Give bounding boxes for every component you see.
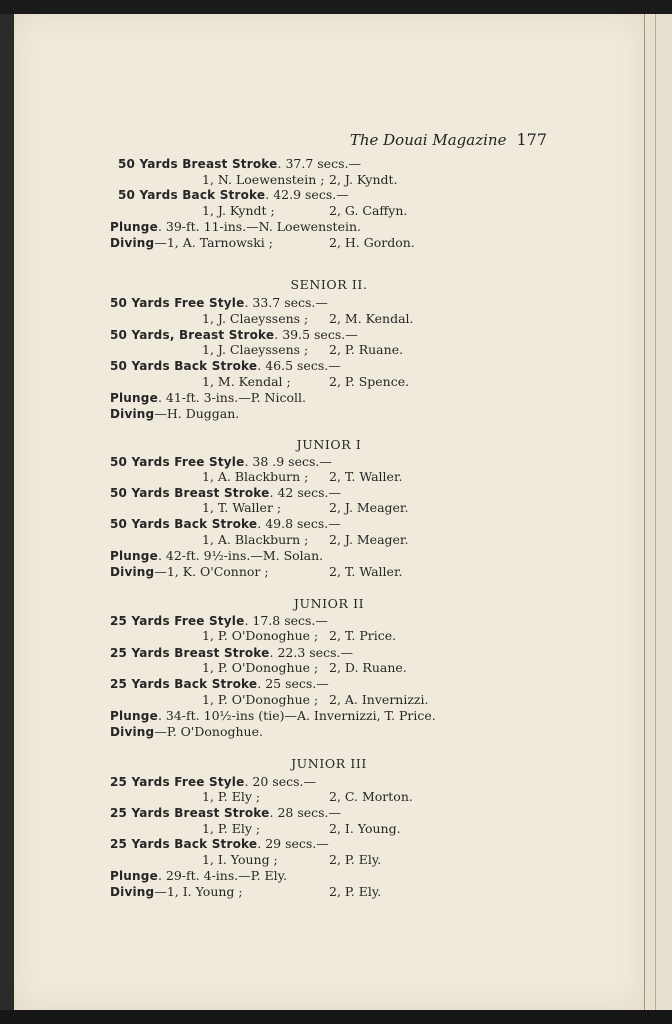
event-detail: —1, A. Tarnowski ; <box>154 235 273 250</box>
first-place: 1, T. Waller ; <box>202 500 282 515</box>
results-list <box>14 14 644 1010</box>
event-detail: . 42-ft. 9½-ins.—M. Solan. <box>157 548 324 563</box>
section-heading: JUNIOR III <box>291 756 367 771</box>
event-line <box>110 390 306 405</box>
first-place: 1, P. O'Donoghue ; <box>202 628 319 643</box>
event-name: Plunge <box>110 549 158 563</box>
event-line <box>110 884 243 899</box>
event-name: Diving <box>110 565 155 579</box>
event-detail: . 20 secs.— <box>244 774 316 789</box>
second-place: 2, M. Kendal. <box>329 311 414 326</box>
event-name: 50 Yards Back Stroke <box>110 517 258 531</box>
first-place: 1, J. Kyndt ; <box>202 203 275 218</box>
event-name: Diving <box>110 236 155 250</box>
first-place: 1, P. Ely ; <box>202 821 261 836</box>
event-name: 25 Yards Breast Stroke <box>110 646 270 660</box>
event-detail: . 37.7 secs.— <box>277 156 361 171</box>
event-line <box>118 156 361 171</box>
event-detail: . 28 secs.— <box>269 805 342 820</box>
event-detail: . 42 secs.— <box>269 485 342 500</box>
event-line <box>110 235 273 250</box>
event-name: 50 Yards Free Style <box>110 296 245 310</box>
event-line <box>110 548 323 563</box>
second-place: 2, G. Caffyn. <box>329 203 408 218</box>
event-line <box>110 613 328 628</box>
event-detail: . 41-ft. 3-ins.—P. Nicoll. <box>157 390 306 405</box>
section-heading: JUNIOR I <box>296 437 362 452</box>
event-name: 25 Yards Free Style <box>110 614 245 628</box>
second-place: 2, P. Ely. <box>329 852 382 867</box>
event-line <box>110 358 341 373</box>
event-line <box>110 485 341 500</box>
book-fore-edge <box>644 14 672 1010</box>
event-name: 25 Yards Back Stroke <box>110 837 258 851</box>
first-place: 1, J. Claeyssens ; <box>202 342 309 357</box>
second-place: 2, C. Morton. <box>329 789 413 804</box>
event-line <box>110 774 316 789</box>
event-detail: . 29-ft. 4-ins.—P. Ely. <box>157 868 288 883</box>
event-line <box>110 805 341 820</box>
page <box>14 14 644 1010</box>
event-name: Diving <box>110 407 155 421</box>
second-place: 2, J. Meager. <box>329 532 409 547</box>
event-name: 25 Yards Free Style <box>110 775 245 789</box>
event-line <box>110 868 287 883</box>
first-place: 1, P. O'Donoghue ; <box>202 660 319 675</box>
first-place: 1, M. Kendal ; <box>202 374 291 389</box>
event-name: Plunge <box>110 220 158 234</box>
event-line <box>110 327 358 342</box>
event-detail: . 17.8 secs.— <box>244 613 328 628</box>
second-place: 2, H. Gordon. <box>329 235 415 250</box>
event-line <box>110 564 269 579</box>
event-name: 50 Yards Breast Stroke <box>110 486 270 500</box>
event-detail: . 38 .9 secs.— <box>244 454 332 469</box>
first-place: 1, P. O'Donoghue ; <box>202 692 319 707</box>
first-place: 1, A. Blackburn ; <box>202 532 309 547</box>
second-place: 2, P. Ruane. <box>329 342 404 357</box>
event-name: 50 Yards Back Stroke <box>118 188 266 202</box>
event-detail: . 29 secs.— <box>257 836 329 851</box>
first-place: 1, I. Young ; <box>202 852 278 867</box>
event-detail: . 39.5 secs.— <box>274 327 358 342</box>
second-place: 2, J. Kyndt. <box>329 172 398 187</box>
event-line <box>110 724 263 739</box>
event-line <box>110 676 329 691</box>
event-name: 50 Yards Free Style <box>110 455 245 469</box>
event-line <box>110 219 361 234</box>
event-name: Plunge <box>110 869 158 883</box>
event-detail: —P. O'Donoghue. <box>154 724 263 739</box>
event-name: Diving <box>110 725 155 739</box>
event-name: Plunge <box>110 709 158 723</box>
event-line <box>110 645 353 660</box>
event-detail: . 25 secs.— <box>257 676 329 691</box>
event-detail: . 34-ft. 10½-ins (tie)—A. Invernizzi, T. Price. <box>157 708 436 723</box>
event-detail: —H. Duggan. <box>154 406 240 421</box>
book-bottom-edge <box>0 1010 672 1024</box>
event-detail: . 39-ft. 11-ins.—N. Loewenstein. <box>157 219 361 234</box>
event-name: 25 Yards Back Stroke <box>110 677 258 691</box>
first-place: 1, A. Blackburn ; <box>202 469 309 484</box>
event-line <box>110 454 332 469</box>
event-detail: . 49.8 secs.— <box>257 516 341 531</box>
second-place: 2, T. Waller. <box>329 564 403 579</box>
second-place: 2, D. Ruane. <box>329 660 407 675</box>
event-detail: . 33.7 secs.— <box>244 295 328 310</box>
event-line <box>110 516 341 531</box>
second-place: 2, T. Price. <box>329 628 397 643</box>
second-place: 2, P. Ely. <box>329 884 382 899</box>
first-place: 1, J. Claeyssens ; <box>202 311 309 326</box>
second-place: 2, T. Waller. <box>329 469 403 484</box>
second-place: 2, J. Meager. <box>329 500 409 515</box>
section-heading: JUNIOR II <box>293 596 365 611</box>
book-left-edge <box>0 14 14 1010</box>
event-line <box>118 187 349 202</box>
event-detail: . 22.3 secs.— <box>269 645 353 660</box>
magazine-title: The Douai Magazine <box>349 131 507 149</box>
page-number: 177 <box>516 130 547 149</box>
event-detail: —1, I. Young ; <box>154 884 243 899</box>
event-name: 50 Yards, Breast Stroke <box>110 328 275 342</box>
first-place: 1, N. Loewenstein ; <box>202 172 325 187</box>
event-detail: . 46.5 secs.— <box>257 358 341 373</box>
event-line <box>110 708 436 723</box>
event-name: Plunge <box>110 391 158 405</box>
first-place: 1, P. Ely ; <box>202 789 261 804</box>
event-line <box>110 406 239 421</box>
section-heading: SENIOR II. <box>290 277 368 292</box>
event-line <box>110 295 328 310</box>
second-place: 2, P. Spence. <box>329 374 410 389</box>
event-name: 25 Yards Breast Stroke <box>110 806 270 820</box>
event-detail: . 42.9 secs.— <box>265 187 349 202</box>
event-detail: —1, K. O'Connor ; <box>154 564 269 579</box>
second-place: 2, I. Young. <box>329 821 401 836</box>
event-name: 50 Yards Back Stroke <box>110 359 258 373</box>
event-line <box>110 836 329 851</box>
event-name: Diving <box>110 885 155 899</box>
event-name: 50 Yards Breast Stroke <box>118 157 278 171</box>
second-place: 2, A. Invernizzi. <box>329 692 429 707</box>
